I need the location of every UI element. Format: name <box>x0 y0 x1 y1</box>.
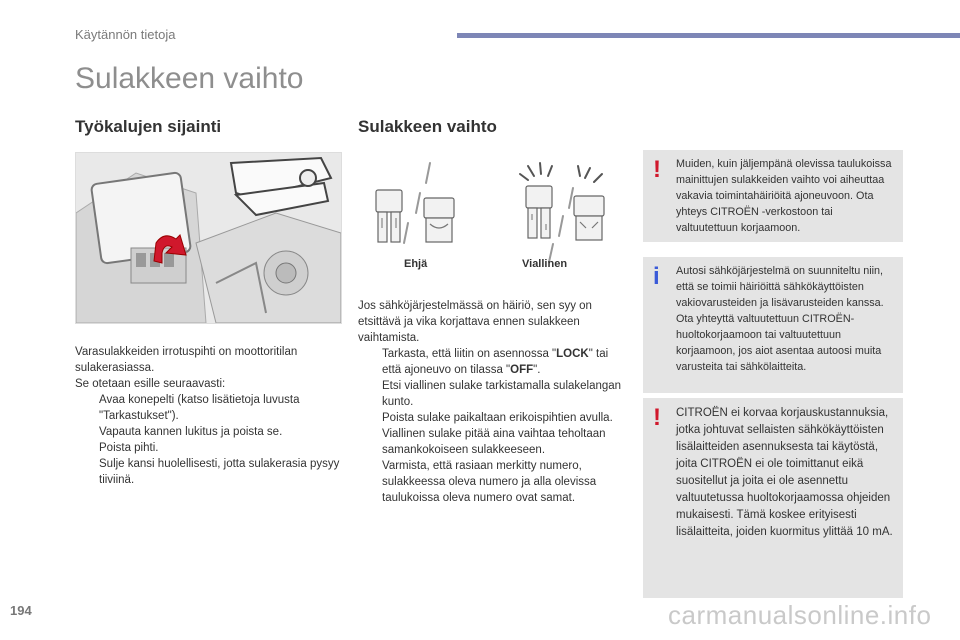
fuse-box-photo <box>75 152 342 324</box>
info-icon: i <box>653 263 660 290</box>
list-item: Vapauta kannen lukitus ja poista se. <box>99 426 283 438</box>
warning-note-text: Muiden, kuin jäljempänä olevissa taulukoissa mainittujen sulakkeiden vaihto voi aiheuttaa vakavia toimintahäiriöitä ajoneuvoon. Ota yhteys CITROËN -verkostoon tai valtuutettuun korjaamoon. <box>676 158 892 234</box>
warning-icon: ! <box>653 404 661 431</box>
page-number: 194 <box>10 603 32 618</box>
list-item: Poista sulake paikaltaan erikoispihtien avulla. <box>382 412 613 424</box>
list-item: Avaa konepelti (katso lisätietoja luvusta "Tarkastukset"). <box>99 394 300 422</box>
middle-intro: Jos sähköjärjestelmässä on häiriö, sen syy on etsittävä ja vika korjattava ennen sulakkeen vaihtamista. <box>358 300 592 344</box>
warning-note-2 <box>643 398 903 598</box>
list-item: Viallinen sulake pitää aina vaihtaa teholtaan samankokoiseen sulakkeeseen. <box>382 428 606 456</box>
warning-note-text: CITROËN ei korvaa korjauskustannuksia, jotka johtuvat sellaisten sähkökäyttöisten lisälaitteiden asennuksesta tai käytöstä, joita CITROËN ei ole toimittanut eikä suositellut ja joita ei ole asennettu valtuutetussa huoltokorjaamossa ohjeiden mukaisesti. Tämä koskee erityisesti lisälaitteita, joiden kuormitus ylittää 10 mA. <box>676 407 893 538</box>
fuse-label-faulty: Viallinen <box>522 258 568 270</box>
warning-icon: ! <box>653 156 661 183</box>
info-note-text-2: Ota yhteyttä valtuutettuun CITROËN-huoltokorjaamoon tai valtuutettuun korjaamoon, jos aiot asentaa autoosi muita varusteita tai sähkölaitteita. <box>676 313 882 373</box>
header-label: Käytännön tietoja <box>75 27 176 42</box>
page-title: Sulakkeen vaihto <box>75 62 304 95</box>
list-item: Tarkasta, että liitin on asennossa "LOCK" tai että ajoneuvo on tilassa "OFF". <box>382 348 609 376</box>
info-note-text-1: Autosi sähköjärjestelmä on suunniteltu niin, että se toimii häiriöittä sähkökäyttöisten vakiovarusteiden ja lisävarusteiden kanssa. <box>676 265 884 309</box>
list-item: Etsi viallinen sulake tarkistamalla sulakelangan kunto. <box>382 380 622 408</box>
left-instructions <box>75 344 340 488</box>
middle-instructions <box>358 298 623 506</box>
info-note <box>643 257 903 393</box>
middle-section-heading: Sulakkeen vaihto <box>358 117 497 136</box>
left-intro-1: Varasulakkeiden irrotuspihti on moottoritilan sulakerasiassa. <box>75 346 298 374</box>
list-item: Sulje kansi huolellisesti, jotta sulakerasia pysyy tiiviinä. <box>99 458 340 486</box>
info-note-text <box>676 263 896 375</box>
left-steps-list <box>75 392 340 488</box>
list-item: Poista pihti. <box>99 442 159 454</box>
left-intro-2: Se otetaan esille seuraavasti: <box>75 378 226 390</box>
fuse-comparison-illustration <box>358 158 618 273</box>
list-item: Varmista, että rasiaan merkitty numero, sulakkeessa oleva numero ja alla olevissa taulukoissa oleva numero ovat samat. <box>382 460 597 504</box>
middle-steps-list <box>358 346 623 506</box>
fuse-label-good: Ehjä <box>404 258 428 270</box>
watermark: carmanualsonline.info <box>668 600 932 630</box>
header-bar <box>457 33 960 38</box>
left-section-heading: Työkalujen sijainti <box>75 117 222 136</box>
warning-note-1 <box>643 150 903 242</box>
